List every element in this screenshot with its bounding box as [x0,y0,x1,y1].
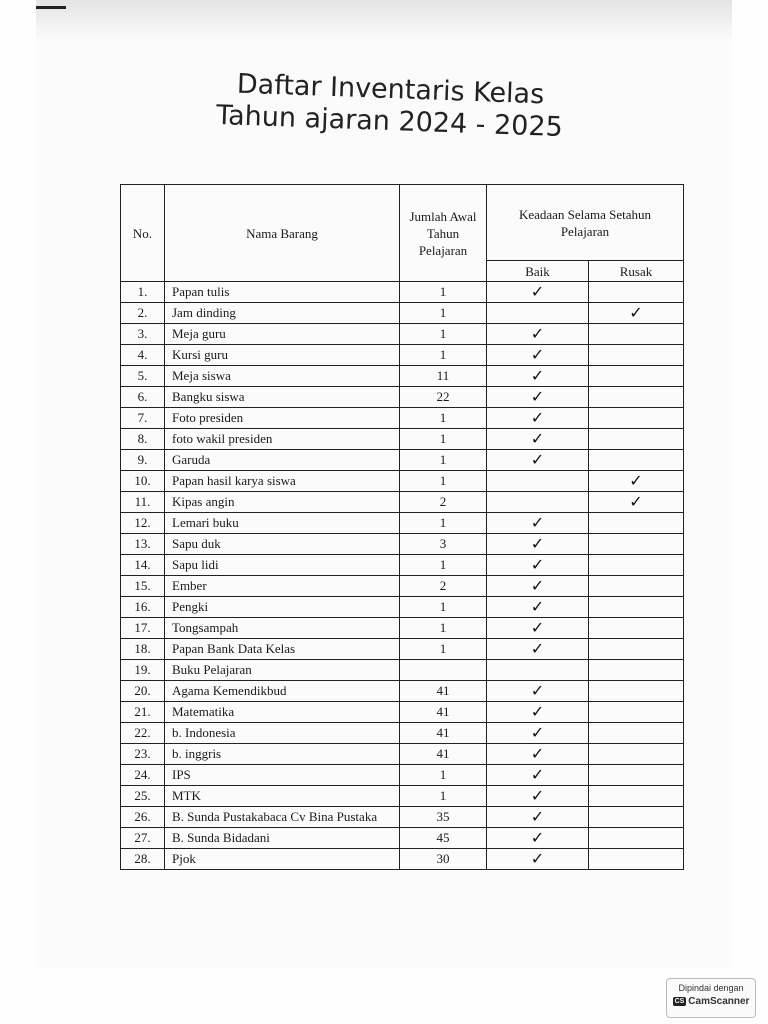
row-item-name: Sapu lidi [165,555,400,576]
row-number: 20. [121,681,165,702]
row-item-name: foto wakil presiden [165,429,400,450]
table-row [121,282,684,303]
row-item-name: Ember [165,576,400,597]
table-row [121,744,684,765]
row-condition-damaged [589,282,684,303]
row-item-name: Jam dinding [165,303,400,324]
row-number: 23. [121,744,165,765]
table-row [121,408,684,429]
row-quantity: 2 [400,492,487,513]
row-item-name: Papan hasil karya siswa [165,471,400,492]
inventory-table [120,184,684,870]
table-row [121,303,684,324]
row-quantity [400,660,487,681]
row-number: 11. [121,492,165,513]
row-condition-good: ✓ [487,786,589,807]
row-condition-good: ✓ [487,744,589,765]
table-row [121,723,684,744]
row-number: 1. [121,282,165,303]
row-number: 26. [121,807,165,828]
document-title [199,67,581,144]
row-condition-damaged [589,807,684,828]
table-row [121,828,684,849]
table-row [121,324,684,345]
row-quantity: 1 [400,597,487,618]
title-line-2: Tahun ajaran 2024 - 2025 [215,99,564,144]
row-condition-damaged [589,387,684,408]
row-quantity: 1 [400,345,487,366]
table-row [121,765,684,786]
header-item-name: Nama Barang [165,185,400,282]
row-condition-good: ✓ [487,576,589,597]
row-item-name: Papan tulis [165,282,400,303]
row-condition-damaged: ✓ [589,471,684,492]
row-condition-damaged [589,786,684,807]
row-condition-damaged [589,618,684,639]
row-condition-good: ✓ [487,597,589,618]
row-item-name: B. Sunda Pustakabaca Cv Bina Pustaka [165,807,400,828]
table-row [121,702,684,723]
row-condition-damaged [589,597,684,618]
table-row [121,366,684,387]
table-row [121,786,684,807]
row-number: 28. [121,849,165,870]
row-number: 16. [121,597,165,618]
row-condition-good: ✓ [487,408,589,429]
row-condition-damaged [589,429,684,450]
row-item-name: Tongsampah [165,618,400,639]
row-quantity: 1 [400,618,487,639]
stamp-caption: Dipindai dengan [678,983,744,993]
row-condition-damaged [589,534,684,555]
table-row [121,639,684,660]
row-condition-damaged: ✓ [589,492,684,513]
row-condition-damaged [589,849,684,870]
row-item-name: Agama Kemendikbud [165,681,400,702]
row-number: 8. [121,429,165,450]
row-quantity: 1 [400,408,487,429]
table-row [121,513,684,534]
row-condition-good: ✓ [487,513,589,534]
table-row [121,681,684,702]
row-condition-damaged [589,765,684,786]
row-number: 9. [121,450,165,471]
row-condition-good: ✓ [487,345,589,366]
row-condition-good: ✓ [487,555,589,576]
row-quantity: 45 [400,828,487,849]
table-row [121,429,684,450]
row-quantity: 2 [400,576,487,597]
row-quantity: 1 [400,324,487,345]
header-good: Baik [487,261,589,282]
row-number: 6. [121,387,165,408]
row-condition-good [487,492,589,513]
row-condition-good [487,660,589,681]
header-initial-quantity: Jumlah Awal Tahun Pelajaran [400,185,487,282]
table-row [121,555,684,576]
row-quantity: 1 [400,471,487,492]
row-item-name: b. Indonesia [165,723,400,744]
row-quantity: 41 [400,744,487,765]
row-condition-damaged [589,513,684,534]
table-row [121,450,684,471]
row-item-name: Meja siswa [165,366,400,387]
table-row [121,807,684,828]
row-item-name: Matematika [165,702,400,723]
row-item-name: Meja guru [165,324,400,345]
row-item-name: Pengki [165,597,400,618]
row-quantity: 30 [400,849,487,870]
row-quantity: 1 [400,765,487,786]
row-condition-good: ✓ [487,618,589,639]
row-number: 25. [121,786,165,807]
table-row [121,597,684,618]
row-item-name: MTK [165,786,400,807]
row-condition-good: ✓ [487,765,589,786]
inventory-rows [121,282,684,870]
row-condition-good [487,303,589,324]
row-quantity: 1 [400,429,487,450]
table-row [121,492,684,513]
table-row [121,618,684,639]
row-quantity: 41 [400,681,487,702]
row-item-name: Garuda [165,450,400,471]
row-number: 14. [121,555,165,576]
row-condition-good: ✓ [487,387,589,408]
row-condition-good: ✓ [487,723,589,744]
row-number: 15. [121,576,165,597]
row-number: 22. [121,723,165,744]
table-row [121,534,684,555]
row-number: 27. [121,828,165,849]
row-number: 24. [121,765,165,786]
row-quantity: 1 [400,303,487,324]
row-condition-damaged [589,681,684,702]
row-condition-good: ✓ [487,639,589,660]
row-condition-good: ✓ [487,324,589,345]
table-row [121,576,684,597]
row-number: 18. [121,639,165,660]
title-line-1: Daftar Inventaris Kelas [236,68,545,111]
row-condition-damaged [589,639,684,660]
scan-shadow [36,0,732,40]
scan-mark [36,6,66,9]
row-quantity: 1 [400,639,487,660]
row-quantity: 1 [400,450,487,471]
row-number: 5. [121,366,165,387]
row-item-name: Kipas angin [165,492,400,513]
table-row [121,660,684,681]
row-number: 10. [121,471,165,492]
row-item-name: B. Sunda Bidadani [165,828,400,849]
row-item-name: Lemari buku [165,513,400,534]
row-condition-good: ✓ [487,282,589,303]
row-quantity: 22 [400,387,487,408]
row-condition-good: ✓ [487,366,589,387]
row-condition-damaged [589,408,684,429]
row-condition-good: ✓ [487,450,589,471]
row-quantity: 3 [400,534,487,555]
header-damaged: Rusak [589,261,684,282]
row-condition-damaged [589,723,684,744]
table-row [121,849,684,870]
row-item-name: Pjok [165,849,400,870]
row-quantity: 41 [400,702,487,723]
row-number: 4. [121,345,165,366]
header-no: No. [121,185,165,282]
row-quantity: 35 [400,807,487,828]
row-condition-good [487,471,589,492]
row-condition-damaged [589,702,684,723]
row-condition-damaged [589,576,684,597]
row-number: 3. [121,324,165,345]
camscanner-stamp [666,978,756,1018]
row-condition-good: ✓ [487,807,589,828]
row-item-name: IPS [165,765,400,786]
row-item-name: Papan Bank Data Kelas [165,639,400,660]
camscanner-logo-icon: CS [674,997,685,1005]
row-condition-damaged: ✓ [589,303,684,324]
stamp-brand-line [667,996,755,1007]
row-number: 7. [121,408,165,429]
row-item-name: Bangku siswa [165,387,400,408]
row-number: 12. [121,513,165,534]
table-row [121,471,684,492]
row-condition-good: ✓ [487,681,589,702]
row-number: 17. [121,618,165,639]
row-quantity: 1 [400,513,487,534]
table-row [121,387,684,408]
header-condition: Keadaan Selama Setahun Pelajaran [487,185,684,261]
row-condition-damaged [589,828,684,849]
row-condition-good: ✓ [487,534,589,555]
row-quantity: 1 [400,555,487,576]
row-condition-damaged [589,660,684,681]
row-item-name: b. inggris [165,744,400,765]
row-number: 19. [121,660,165,681]
row-item-name: Sapu duk [165,534,400,555]
row-condition-damaged [589,450,684,471]
row-condition-good: ✓ [487,702,589,723]
stamp-brand: CamScanner [688,996,750,1007]
row-quantity: 41 [400,723,487,744]
row-condition-good: ✓ [487,828,589,849]
row-quantity: 1 [400,786,487,807]
row-quantity: 11 [400,366,487,387]
row-condition-damaged [589,555,684,576]
row-item-name: Foto presiden [165,408,400,429]
table-row [121,345,684,366]
row-number: 2. [121,303,165,324]
row-quantity: 1 [400,282,487,303]
row-condition-damaged [589,324,684,345]
row-item-name: Kursi guru [165,345,400,366]
row-condition-good: ✓ [487,849,589,870]
row-number: 13. [121,534,165,555]
row-number: 21. [121,702,165,723]
row-condition-damaged [589,366,684,387]
row-condition-damaged [589,744,684,765]
row-condition-damaged [589,345,684,366]
row-item-name: Buku Pelajaran [165,660,400,681]
row-condition-good: ✓ [487,429,589,450]
